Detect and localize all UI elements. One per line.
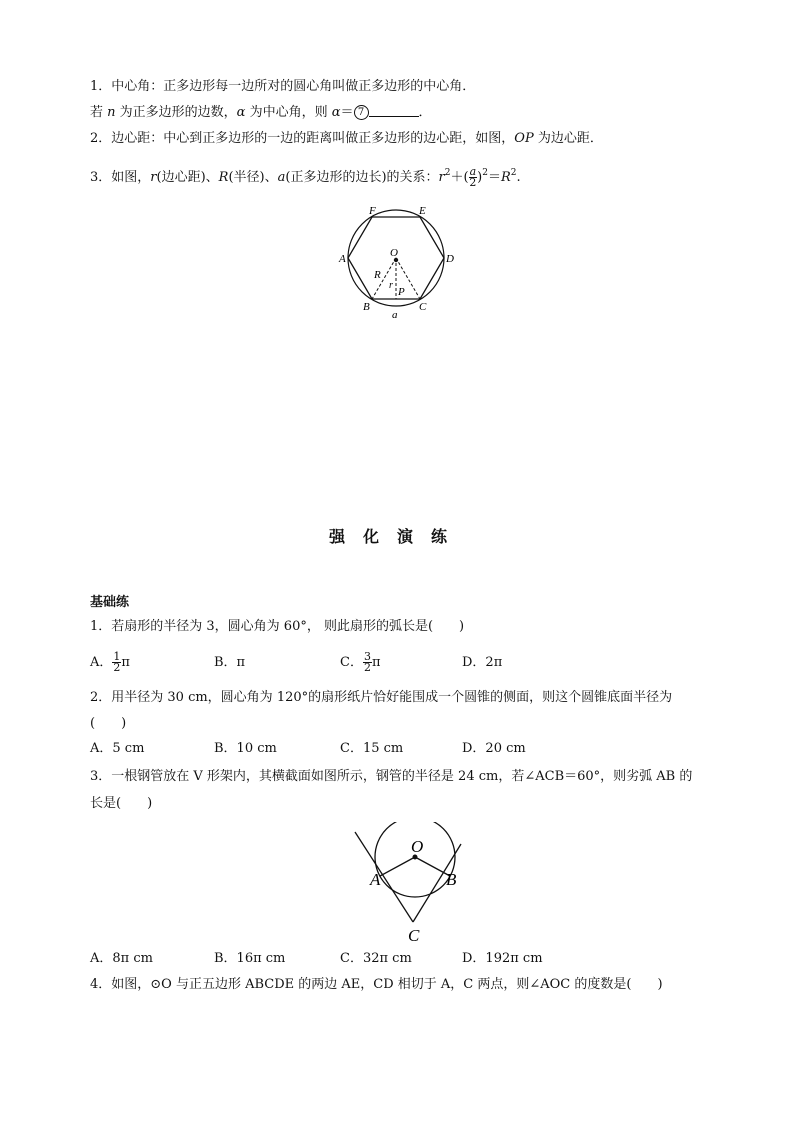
text: 若 (90, 105, 108, 120)
section-title: 强化演练 (328, 527, 465, 546)
intro-line-3 (90, 130, 603, 148)
label-E: E (419, 205, 426, 217)
text: (半径)、 (228, 170, 278, 185)
text: 3．如图， (90, 170, 151, 185)
var-R: R (218, 170, 229, 185)
pi: π (371, 655, 381, 670)
label-r: r (389, 280, 393, 291)
fraction-den: 2 (363, 661, 371, 674)
text: (边心距)、 (156, 170, 219, 185)
label-A: A (370, 870, 381, 889)
pi: π (121, 655, 130, 670)
q1-option-c[interactable] (340, 652, 381, 673)
text: (正多边形的边长)的关系： (285, 170, 439, 185)
text: 为中心角，则 (245, 105, 332, 120)
option-label: C． (340, 655, 363, 670)
question-4-stem: 4．如图，⊙O 与正五边形 ABCDE 的两边 AE，CD 相切于 A，C 两点，则∠AOC 的度数是( ) (90, 977, 663, 992)
question-2-stem-1: 2．用半径为 30 cm，圆心角为 120°的扇形纸片恰好能围成一个圆锥的侧面，则这个圆锥底面半径为 (90, 690, 673, 705)
label-R: R (374, 269, 381, 281)
text: ＝ (340, 105, 354, 120)
radius-OB (415, 857, 450, 876)
q2-option-a[interactable]: A．5 cm (90, 741, 145, 756)
superscript: 2 (510, 168, 517, 178)
var-R: R (500, 170, 511, 185)
fraction-den: 2 (469, 176, 477, 189)
fraction (363, 652, 372, 673)
option-label: A． (90, 655, 113, 670)
label-O: O (390, 247, 398, 259)
basic-practice-heading: 基础练 (90, 595, 130, 610)
v-arm-left (355, 832, 413, 922)
label-B: B (363, 301, 370, 313)
text: . (516, 170, 521, 185)
var-a: a (277, 170, 286, 185)
label-P: P (398, 286, 405, 298)
answer-blank[interactable] (369, 104, 419, 117)
q3-option-b[interactable]: B．16π cm (214, 951, 286, 966)
q1-option-d[interactable]: D．2π (462, 655, 503, 670)
intro-line-2 (90, 104, 432, 122)
fraction-den: 2 (113, 661, 121, 674)
var-r: r (150, 170, 157, 185)
var-op: OP (514, 131, 534, 146)
question-3-stem-2: 长是( ) (90, 796, 153, 811)
q3-option-d[interactable]: D．192π cm (462, 951, 543, 966)
label-A: A (339, 253, 346, 265)
label-F: F (369, 205, 376, 217)
var-n: n (107, 105, 116, 120)
q3-option-c[interactable]: C．32π cm (340, 951, 412, 966)
q2-option-c[interactable]: C．15 cm (340, 741, 404, 756)
q1-option-a[interactable] (90, 652, 130, 673)
text: 为正多边形的边数， (115, 105, 237, 120)
var-alpha: α (331, 105, 341, 120)
fraction-num: 1 (113, 650, 121, 663)
q2-option-d[interactable]: D．20 cm (462, 741, 526, 756)
label-B: B (446, 870, 457, 889)
fraction-num: a (469, 165, 477, 178)
q3-option-a[interactable]: A．8π cm (90, 951, 153, 966)
text: ＋( (450, 170, 469, 185)
superscript: 2 (444, 168, 451, 178)
text: ＝ (487, 170, 501, 185)
question-3-stem-1: 3．一根钢管放在 V 形架内，其横截面如图所示，钢管的半径是 24 cm，若∠ACB＝60°，则劣弧 AB 的 (90, 769, 693, 784)
fraction (469, 167, 478, 188)
var-alpha: α (236, 105, 246, 120)
question-2-stem-2: ( ) (90, 716, 127, 731)
label-a: a (392, 309, 398, 321)
hexagon-figure (336, 200, 462, 322)
label-O: O (411, 837, 424, 856)
q2-option-b[interactable]: B．10 cm (214, 741, 277, 756)
text: ． (418, 105, 432, 120)
q1-option-b[interactable]: B．π (214, 655, 246, 670)
intro-line-1: 1．中心角：正多边形每一边所对的圆心角叫做正多边形的中心角． (90, 79, 476, 94)
text: 为边心距． (533, 131, 603, 146)
intro-line-4 (90, 164, 521, 188)
radius-OA (380, 857, 415, 876)
text: 2．边心距：中心到正多边形的一边的距离叫做正多边形的边心距，如图， (90, 131, 515, 146)
superscript: 2 (482, 168, 488, 178)
text: ) (477, 170, 483, 185)
fraction-num: 3 (363, 650, 371, 663)
label-D: D (446, 253, 454, 265)
label-C: C (419, 301, 427, 313)
v-frame-figure (340, 822, 470, 946)
question-1-stem: 1．若扇形的半径为 3，圆心角为 60°， 则此扇形的弧长是( ) (90, 619, 465, 634)
var-r: r (438, 170, 445, 185)
circled-number: 7 (354, 105, 369, 120)
label-C: C (408, 926, 420, 945)
